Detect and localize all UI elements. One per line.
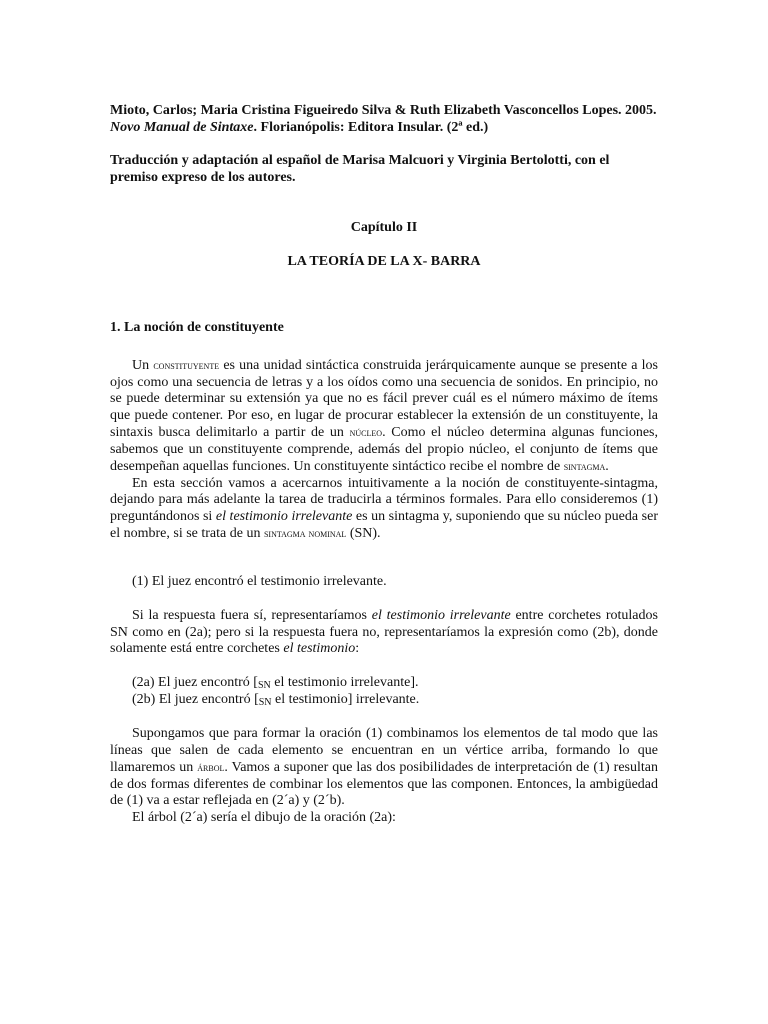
citation-book-title: Novo Manual de Sintaxe xyxy=(110,119,254,135)
citation-authors: Mioto, Carlos; Maria Cristina Figueiredo Silva & Ruth Elizabeth Vasconcellos Lopes. 2005. xyxy=(110,103,657,118)
bracket-label: SN xyxy=(258,697,272,708)
chapter-title: LA TEORÍA DE LA X- BARRA xyxy=(287,254,481,269)
text-run: En esta sección vamos a acercarnos intuitivamente a la noción de constituyente-sintagma, dejando para más adelante la tarea de traducirla a términos formales. Para ello consideremos (1) preguntándonos si xyxy=(110,475,658,524)
paragraph-4 xyxy=(110,726,658,810)
term-nucleo: núcleo xyxy=(349,425,383,439)
citation xyxy=(110,103,658,136)
text-run: . Como el núcleo determina algunas funciones, sabemos que un constituyente comprende, además del propio núcleo, el conjunto de ítems que desempeñan aquellas funciones. Un constituyente sintáctico recibe el nombre de xyxy=(110,425,658,474)
italic-phrase: el testimonio irrelevante xyxy=(371,608,511,623)
chapter-number: Capítulo II xyxy=(350,220,418,235)
text-run: Si la respuesta fuera sí, representaríamos xyxy=(132,608,372,623)
term-arbol: árbol xyxy=(197,760,225,774)
example-1: (1) El juez encontró el testimonio irrelevante. xyxy=(132,574,387,589)
text-run: (SN). xyxy=(346,526,381,541)
text-run: . xyxy=(605,459,609,474)
section-heading: 1. La noción de constituyente xyxy=(110,320,284,335)
citation-publisher: . Florianópolis: Editora Insular. (2ª ed.) xyxy=(253,119,489,135)
paragraph-5: El árbol (2´a) sería el dibujo de la oración (2a): xyxy=(132,809,396,825)
italic-phrase: el testimonio irrelevante xyxy=(215,508,353,524)
text-run: el testimonio irrelevante]. xyxy=(270,675,419,690)
paragraph-1 xyxy=(110,357,658,476)
paragraph-2 xyxy=(110,476,658,543)
term-constituyente: constituyente xyxy=(153,358,220,372)
text-run: (2b) El juez encontró [ xyxy=(132,692,259,707)
text-run: es una unidad sintáctica construida jerárquicamente aunque se presente a los ojos como una secuencia de letras y a los oídos como una secuencia de sonidos. En principio, no se puede determinar su extensión ya que no es fácil prever cuál es el número máximo de ítems que puede contener. Por eso, en lugar de procurar establecer la extensión de un constituyente, la sintaxis busca delimitarlo a partir de un xyxy=(110,358,658,440)
text-run: es un sintagma y, suponiendo que su núcleo pueda ser el nombre, si se trata de un xyxy=(110,508,658,541)
text-run: Un xyxy=(132,358,154,373)
example-2b xyxy=(110,692,680,712)
text-run: entre corchetes rotulados SN como en (2a); pero si la respuesta fuera no, representaríamos la expresión como (2b), donde solamente está entre corchetes xyxy=(110,608,658,656)
text-run: Supongamos que para formar la oración (1) combinamos los elementos de tal modo que las líneas que salen de cada elemento se encuentran en un vértice arriba, formando lo que llamaremos un xyxy=(110,726,658,775)
text-run: . Vamos a suponer que las dos posibilidades de interpretación de (1) resultan de dos formas diferentes de combinar los elementos que las componen. Entonces, la ambigüedad de (1) va a estar reflejada en (2´a) y (2´b). xyxy=(110,760,658,808)
translation-note: Traducción y adaptación al español de Marisa Malcuori y Virginia Bertolotti, con el premiso expreso de los autores. xyxy=(110,153,610,185)
paragraph-3 xyxy=(110,608,658,658)
text-run: (2a) El juez encontró [ xyxy=(132,675,258,690)
body-text-2 xyxy=(110,726,658,826)
bracket-label: SN xyxy=(257,680,271,691)
term-sintagma: sintagma xyxy=(563,459,606,473)
text-run: el testimonio] irrelevante. xyxy=(271,692,420,707)
term-sintagma-nominal: sintagma nominal xyxy=(263,526,347,540)
italic-phrase: el testimonio xyxy=(283,641,356,656)
text-run: : xyxy=(355,641,360,656)
body-text xyxy=(110,357,658,543)
